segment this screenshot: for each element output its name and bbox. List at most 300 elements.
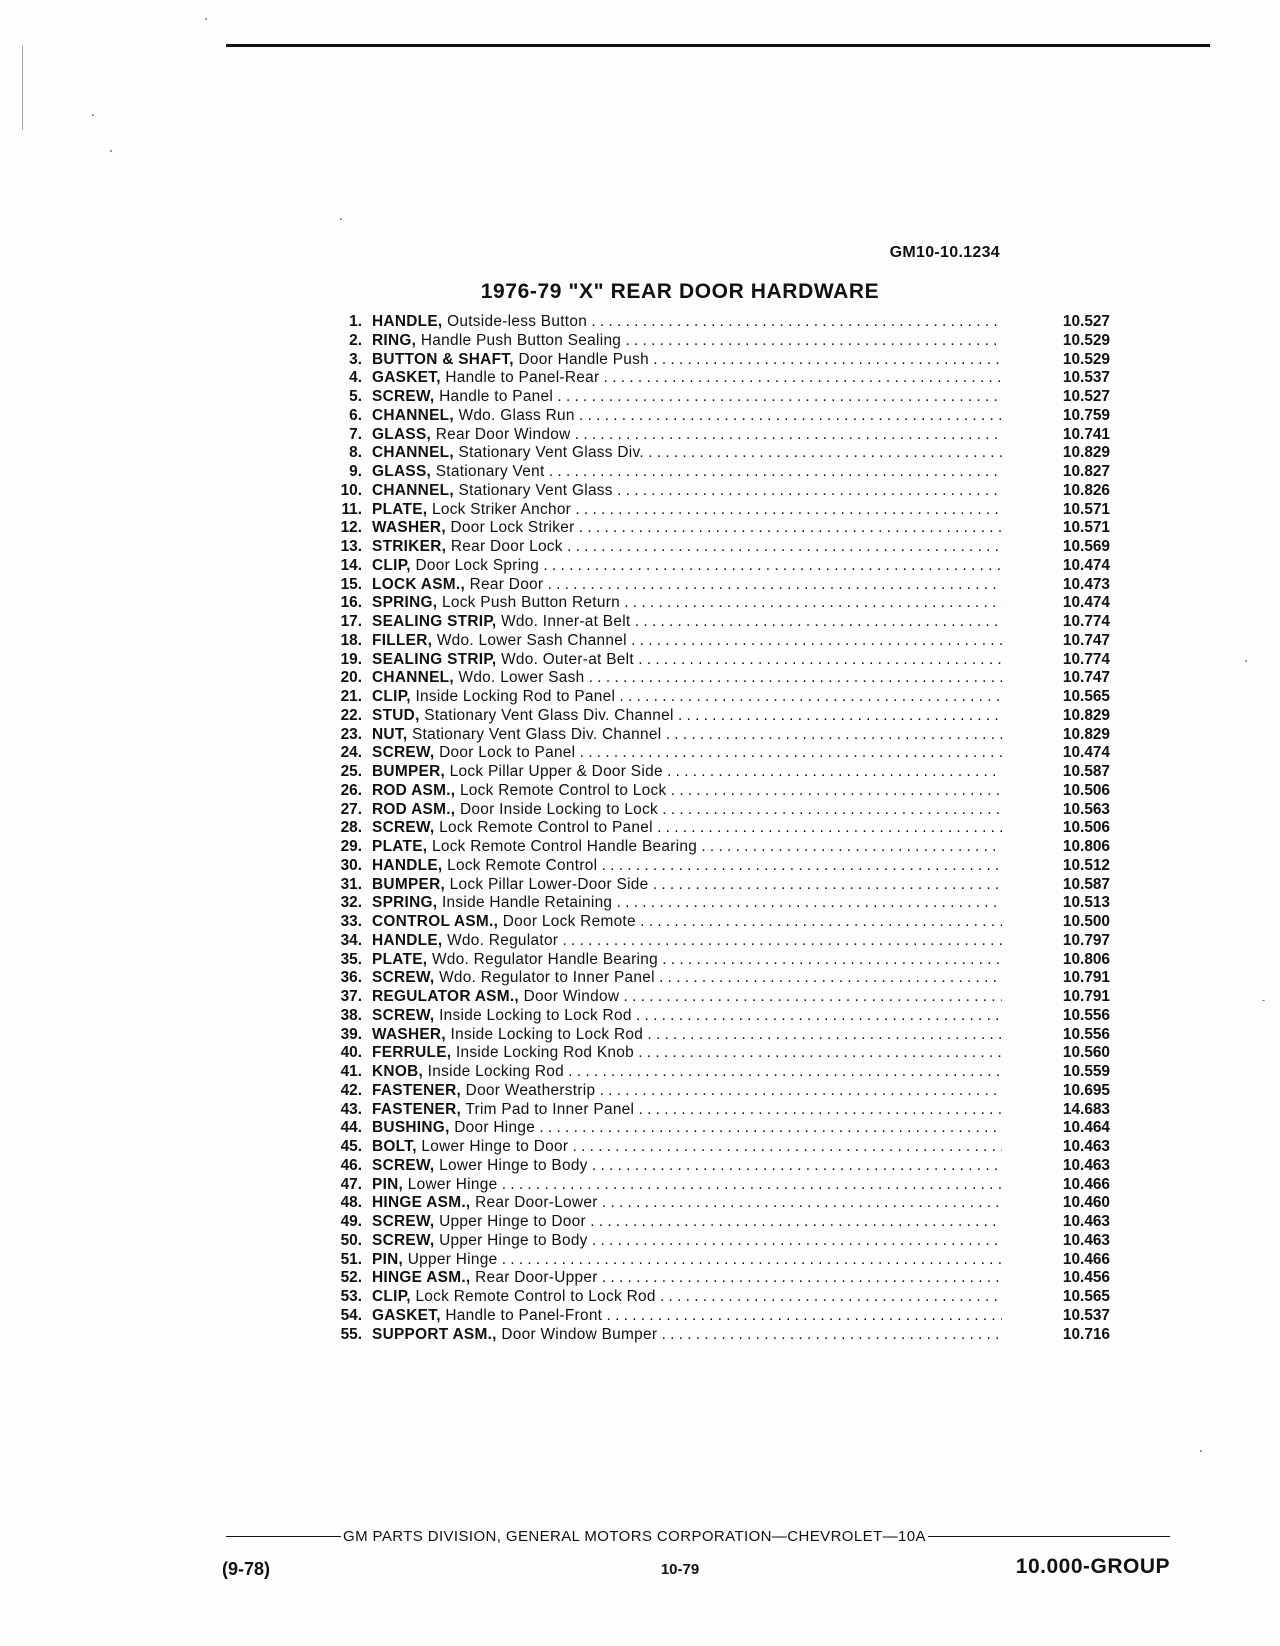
top-rule — [226, 44, 1210, 47]
part-row — [320, 1044, 1110, 1063]
part-name: NUT, — [372, 725, 408, 743]
part-number: 34. — [340, 931, 362, 949]
part-reference-number: 10.759 — [1062, 406, 1110, 424]
part-number: 29. — [340, 838, 362, 855]
part-number: 45. — [340, 1138, 362, 1155]
part-reference-number: 10.806 — [1062, 950, 1110, 968]
part-row — [320, 819, 1110, 838]
part-row — [320, 1025, 1110, 1045]
part-name: FASTENER, — [372, 1100, 462, 1118]
part-number: 21. — [340, 688, 362, 705]
part-description — [372, 988, 1002, 1007]
part-row — [320, 763, 1110, 782]
part-row — [320, 688, 1110, 707]
part-name: STUD, — [372, 706, 420, 724]
part-reference-number: 10.463 — [1062, 1231, 1110, 1249]
part-number: 5. — [349, 388, 362, 405]
part-name: PIN, — [372, 1250, 404, 1268]
part-name: GASKET, — [372, 369, 441, 387]
part-number: 22. — [340, 706, 362, 724]
part-description — [372, 894, 1002, 913]
part-detail: Upper Hinge — [407, 1250, 498, 1268]
part-reference-number: 10.829 — [1062, 444, 1110, 462]
part-number: 32. — [340, 894, 362, 912]
part-detail: Lock Striker Anchor — [431, 500, 572, 518]
part-description — [372, 913, 1002, 932]
part-description — [372, 1251, 1002, 1270]
document-title: 1976-79 "X" REAR DOOR HARDWARE — [480, 280, 880, 303]
scan-speck — [340, 218, 342, 220]
part-description — [372, 388, 1002, 407]
part-row — [320, 1081, 1110, 1101]
part-name: CHANNEL, — [372, 406, 454, 424]
part-name: SCREW, — [372, 1006, 435, 1024]
part-row — [320, 1288, 1110, 1307]
part-detail: Lock Remote Control Handle Bearing — [431, 838, 698, 855]
part-row — [320, 988, 1110, 1007]
part-row — [320, 1175, 1110, 1195]
part-detail: Stationary Vent — [435, 463, 545, 480]
part-description — [372, 1138, 1002, 1157]
part-number: 6. — [349, 406, 362, 424]
part-detail: Rear Door-Upper — [475, 1269, 598, 1287]
part-row — [320, 1006, 1110, 1026]
part-detail: Door Lock Spring — [415, 556, 540, 574]
part-row — [320, 744, 1110, 763]
part-reference-number: 10.565 — [1062, 1288, 1110, 1305]
part-description — [372, 1232, 1002, 1251]
part-row — [320, 463, 1110, 482]
part-row — [320, 913, 1110, 932]
part-detail: Inside Locking Rod — [427, 1063, 564, 1080]
part-number: 11. — [341, 500, 362, 518]
part-name: CONTROL ASM., — [372, 913, 499, 930]
part-description — [372, 482, 1002, 501]
part-reference-number: 10.456 — [1062, 1269, 1110, 1287]
part-name: SCREW, — [372, 969, 435, 987]
part-name: SPRING, — [372, 894, 438, 912]
part-number: 19. — [340, 650, 362, 668]
part-reference-number: 10.571 — [1062, 500, 1110, 518]
part-row — [320, 725, 1110, 745]
part-name: SCREW, — [372, 1156, 435, 1174]
part-number: 49. — [340, 1213, 362, 1230]
part-description — [372, 632, 1002, 651]
part-description — [372, 1026, 1002, 1045]
part-description — [372, 519, 1002, 538]
part-row — [320, 1138, 1110, 1157]
part-row — [320, 631, 1110, 651]
part-reference-number: 10.474 — [1062, 594, 1110, 612]
part-description — [372, 1213, 1002, 1232]
part-row — [320, 594, 1110, 613]
part-description — [372, 801, 1002, 820]
part-name: FERRULE, — [372, 1044, 452, 1062]
part-number: 25. — [340, 763, 362, 780]
part-row — [320, 838, 1110, 857]
part-row — [320, 575, 1110, 595]
part-row — [320, 1231, 1110, 1251]
part-reference-number: 10.513 — [1062, 894, 1110, 912]
part-reference-number: 10.791 — [1062, 969, 1110, 987]
part-detail: Inside Locking Rod to Panel — [415, 688, 616, 705]
part-description — [372, 557, 1002, 576]
scan-speck — [1200, 1450, 1202, 1452]
part-reference-number: 10.774 — [1062, 613, 1110, 630]
part-detail: Lock Pillar Upper & Door Side — [449, 763, 663, 780]
part-number: 47. — [340, 1175, 362, 1193]
part-description — [372, 669, 1002, 688]
part-description — [372, 1288, 1002, 1307]
footer-page-number: 10-79 — [660, 1561, 700, 1578]
part-reference-number: 10.506 — [1062, 781, 1110, 799]
part-reference-number: 14.683 — [1062, 1100, 1110, 1118]
part-number: 40. — [340, 1044, 362, 1062]
part-number: 39. — [340, 1025, 362, 1043]
part-row — [320, 1194, 1110, 1213]
part-reference-number: 10.587 — [1062, 875, 1110, 893]
part-detail: Door Inside Locking to Lock — [459, 800, 658, 818]
part-detail: Inside Locking Rod Knob — [455, 1044, 634, 1062]
part-reference-number: 10.460 — [1062, 1194, 1110, 1212]
part-detail: Rear Door Window — [435, 425, 571, 443]
part-name: ROD ASM., — [372, 781, 456, 799]
part-description — [372, 501, 1002, 520]
part-reference-number: 10.527 — [1062, 313, 1110, 330]
part-number: 23. — [340, 725, 362, 743]
part-reference-number: 10.537 — [1062, 369, 1110, 387]
part-name: CHANNEL, — [372, 444, 454, 462]
scan-speck — [1245, 660, 1247, 662]
part-number: 3. — [349, 350, 362, 368]
part-number: 48. — [340, 1194, 362, 1212]
part-reference-number: 10.560 — [1062, 1044, 1110, 1062]
part-name: SCREW, — [372, 819, 435, 837]
part-name: SUPPORT ASM., — [372, 1325, 497, 1343]
part-detail: Lock Push Button Return — [441, 594, 620, 612]
parts-list — [320, 313, 1110, 1344]
part-reference-number: 10.474 — [1062, 556, 1110, 574]
part-number: 26. — [340, 781, 362, 799]
part-row — [320, 1325, 1110, 1345]
part-description — [372, 932, 1002, 951]
part-name: CLIP, — [372, 1288, 411, 1305]
part-row — [320, 388, 1110, 407]
part-row — [320, 1063, 1110, 1082]
part-reference-number: 10.529 — [1062, 331, 1110, 349]
part-row — [320, 500, 1110, 520]
part-detail: Outside-less Button — [447, 313, 588, 330]
part-name: GLASS, — [372, 463, 432, 480]
part-detail: Wdo. Regulator Handle Bearing — [431, 950, 658, 968]
part-description — [372, 1157, 1002, 1176]
part-detail: Wdo. Inner-at Belt — [501, 613, 631, 630]
part-number: 36. — [340, 969, 362, 987]
part-reference-number: 10.571 — [1062, 519, 1110, 537]
part-row — [320, 800, 1110, 820]
part-reference-number: 10.529 — [1062, 350, 1110, 368]
part-reference-number: 10.563 — [1062, 800, 1110, 818]
scan-speck — [1262, 1000, 1265, 1001]
part-name: REGULATOR ASM., — [372, 988, 520, 1005]
part-name: SCREW, — [372, 744, 435, 762]
part-detail: Lock Remote Control — [447, 856, 598, 874]
part-description — [372, 1119, 1002, 1138]
scan-speck — [110, 150, 112, 152]
part-description — [372, 594, 1002, 613]
footer-rule-right — [928, 1536, 1170, 1537]
part-row — [320, 969, 1110, 988]
part-reference-number: 10.826 — [1062, 481, 1110, 499]
part-detail: Wdo. Regulator to Inner Panel — [439, 969, 655, 987]
part-reference-number: 10.829 — [1062, 725, 1110, 743]
part-detail: Wdo. Lower Sash Channel — [436, 631, 627, 649]
part-description — [372, 857, 1002, 876]
part-number: 41. — [340, 1063, 362, 1080]
part-name: RING, — [372, 331, 417, 349]
part-reference-number: 10.741 — [1062, 425, 1110, 443]
part-row — [320, 481, 1110, 501]
part-reference-number: 10.473 — [1062, 575, 1110, 593]
scan-speck — [92, 114, 94, 116]
part-description — [372, 538, 1002, 557]
footer-group-code: 10.000-GROUP — [1015, 1555, 1170, 1578]
part-name: PLATE, — [372, 950, 428, 968]
part-description — [372, 707, 1002, 726]
part-description — [372, 1269, 1002, 1288]
part-reference-number: 10.463 — [1062, 1156, 1110, 1174]
part-name: BOLT, — [372, 1138, 417, 1155]
part-name: STRIKER, — [372, 538, 447, 555]
part-detail: Stationary Vent Glass — [458, 481, 613, 499]
part-number: 30. — [340, 856, 362, 874]
part-description — [372, 744, 1002, 763]
part-reference-number: 10.464 — [1062, 1119, 1110, 1137]
part-number: 31. — [340, 875, 362, 893]
part-number: 1. — [349, 313, 362, 330]
part-row — [320, 950, 1110, 970]
part-description — [372, 426, 1002, 445]
part-name: FILLER, — [372, 631, 433, 649]
part-description — [372, 1082, 1002, 1101]
part-detail: Rear Door Lock — [450, 538, 563, 555]
part-number: 42. — [340, 1081, 362, 1099]
part-row — [320, 556, 1110, 576]
part-detail: Stationary Vent Glass Div. Channel — [424, 706, 674, 724]
part-row — [320, 369, 1110, 388]
part-detail: Stationary Vent Glass Div. Channel — [411, 725, 662, 743]
part-number: 7. — [349, 425, 362, 443]
part-row — [320, 1100, 1110, 1120]
part-name: BUMPER, — [372, 763, 446, 780]
part-name: CHANNEL, — [372, 669, 454, 687]
part-name: LOCK ASM., — [372, 575, 466, 593]
part-description — [372, 1063, 1002, 1082]
part-description — [372, 763, 1002, 782]
margin-mark — [22, 45, 23, 130]
part-description — [372, 1326, 1002, 1345]
part-name: WASHER, — [372, 519, 446, 537]
part-reference-number: 10.559 — [1062, 1063, 1110, 1080]
part-description — [372, 444, 1002, 463]
part-reference-number: 10.797 — [1062, 931, 1110, 949]
part-name: WASHER, — [372, 1025, 446, 1043]
part-reference-number: 10.466 — [1062, 1250, 1110, 1268]
part-detail: Wdo. Glass Run — [458, 406, 575, 424]
part-detail: Lower Hinge to Door — [421, 1138, 569, 1155]
part-name: GLASS, — [372, 425, 432, 443]
part-row — [320, 1306, 1110, 1326]
part-reference-number: 10.695 — [1062, 1081, 1110, 1099]
part-row — [320, 538, 1110, 557]
part-number: 14. — [340, 556, 362, 574]
part-name: FASTENER, — [372, 1081, 462, 1099]
part-row — [320, 313, 1110, 332]
part-detail: Door Lock Remote — [502, 913, 636, 930]
part-detail: Trim Pad to Inner Panel — [465, 1100, 635, 1118]
part-name: CHANNEL, — [372, 481, 454, 499]
part-reference-number: 10.556 — [1062, 1025, 1110, 1043]
footer-division-text: GM PARTS DIVISION, GENERAL MOTORS CORPORATION—CHEVROLET—10A — [343, 1528, 926, 1545]
part-detail: Inside Locking to Lock Rod — [439, 1006, 632, 1024]
part-name: ROD ASM., — [372, 800, 456, 818]
part-description — [372, 463, 1002, 482]
part-detail: Door Lock to Panel — [439, 744, 576, 762]
part-description — [372, 819, 1002, 838]
part-number: 24. — [340, 744, 362, 762]
part-number: 43. — [340, 1100, 362, 1118]
part-number: 20. — [340, 669, 362, 687]
footer-rule-left — [226, 1536, 341, 1537]
part-description — [372, 838, 1002, 857]
part-name: HANDLE, — [372, 313, 443, 330]
part-row — [320, 875, 1110, 895]
part-detail: Door Weatherstrip — [465, 1081, 596, 1099]
part-number: 35. — [340, 950, 362, 968]
part-description — [372, 369, 1002, 388]
part-number: 37. — [340, 988, 362, 1005]
part-number: 51. — [340, 1250, 362, 1268]
part-name: HANDLE, — [372, 856, 443, 874]
part-detail: Stationary Vent Glass Div. — [458, 444, 644, 462]
part-number: 44. — [340, 1119, 362, 1137]
part-number: 10. — [340, 481, 362, 499]
part-description — [372, 651, 1002, 670]
part-number: 17. — [340, 613, 362, 630]
part-row — [320, 331, 1110, 351]
part-reference-number: 10.527 — [1062, 388, 1110, 405]
part-number: 12. — [340, 519, 362, 537]
part-number: 27. — [340, 800, 362, 818]
part-number: 13. — [340, 538, 362, 555]
part-description — [372, 1176, 1002, 1195]
part-number: 9. — [349, 463, 362, 480]
scan-speck — [205, 18, 207, 20]
part-reference-number: 10.500 — [1062, 913, 1110, 930]
part-name: GASKET, — [372, 1306, 441, 1324]
part-row — [320, 1119, 1110, 1138]
part-detail: Rear Door-Lower — [475, 1194, 598, 1212]
part-reference-number: 10.827 — [1062, 463, 1110, 480]
part-name: PIN, — [372, 1175, 404, 1193]
part-reference-number: 10.474 — [1062, 744, 1110, 762]
part-number: 18. — [340, 631, 362, 649]
part-row — [320, 650, 1110, 670]
part-detail: Rear Door — [469, 575, 544, 593]
part-description — [372, 576, 1002, 595]
part-description — [372, 726, 1002, 745]
part-row — [320, 1213, 1110, 1232]
part-reference-number: 10.466 — [1062, 1175, 1110, 1193]
part-row — [320, 1269, 1110, 1288]
part-number: 55. — [340, 1325, 362, 1343]
part-name: BUTTON & SHAFT, — [372, 350, 514, 368]
part-number: 50. — [340, 1231, 362, 1249]
part-detail: Door Window Bumper — [501, 1325, 658, 1343]
part-number: 38. — [340, 1006, 362, 1024]
part-detail: Lower Hinge to Body — [439, 1156, 588, 1174]
part-detail: Lock Remote Control to Lock Rod — [415, 1288, 656, 1305]
footer-date: (9-78) — [222, 1559, 271, 1579]
part-reference-number: 10.747 — [1062, 669, 1110, 687]
part-name: SEALING STRIP, — [372, 650, 497, 668]
part-row — [320, 856, 1110, 876]
part-description — [372, 1101, 1002, 1120]
part-reference-number: 10.791 — [1062, 988, 1110, 1005]
part-name: SCREW, — [372, 1231, 435, 1249]
part-reference-number: 10.556 — [1062, 1006, 1110, 1024]
part-name: HANDLE, — [372, 931, 443, 949]
part-description — [372, 969, 1002, 988]
part-reference-number: 10.829 — [1062, 706, 1110, 724]
part-reference-number: 10.565 — [1062, 688, 1110, 705]
part-reference-number: 10.537 — [1062, 1306, 1110, 1324]
part-name: SCREW, — [372, 388, 435, 405]
part-description — [372, 951, 1002, 970]
part-row — [320, 350, 1110, 370]
part-row — [320, 669, 1110, 688]
part-detail: Inside Locking to Lock Rod — [450, 1025, 644, 1043]
part-description — [372, 782, 1002, 801]
part-detail: Lower Hinge — [407, 1175, 498, 1193]
part-name: BUMPER, — [372, 875, 446, 893]
part-number: 28. — [340, 819, 362, 837]
part-row — [320, 613, 1110, 632]
part-number: 8. — [349, 444, 362, 462]
part-reference-number: 10.716 — [1062, 1325, 1110, 1343]
part-row — [320, 406, 1110, 426]
part-row — [320, 781, 1110, 801]
part-number: 53. — [340, 1288, 362, 1305]
part-name: CLIP, — [372, 556, 411, 574]
part-detail: Lock Remote Control to Panel — [439, 819, 653, 837]
part-description — [372, 876, 1002, 895]
part-row — [320, 706, 1110, 726]
part-reference-number: 10.463 — [1062, 1213, 1110, 1230]
part-detail: Handle to Panel-Rear — [445, 369, 600, 387]
part-reference-number: 10.463 — [1062, 1138, 1110, 1155]
part-name: KNOB, — [372, 1063, 424, 1080]
part-row — [320, 519, 1110, 538]
part-reference-number: 10.747 — [1062, 631, 1110, 649]
part-number: 16. — [340, 594, 362, 612]
part-detail: Upper Hinge to Body — [439, 1231, 588, 1249]
part-detail: Handle Push Button Sealing — [420, 331, 622, 349]
part-reference-number: 10.587 — [1062, 763, 1110, 780]
part-detail: Wdo. Outer-at Belt — [501, 650, 634, 668]
part-detail: Door Lock Striker — [450, 519, 575, 537]
part-name: CLIP, — [372, 688, 411, 705]
